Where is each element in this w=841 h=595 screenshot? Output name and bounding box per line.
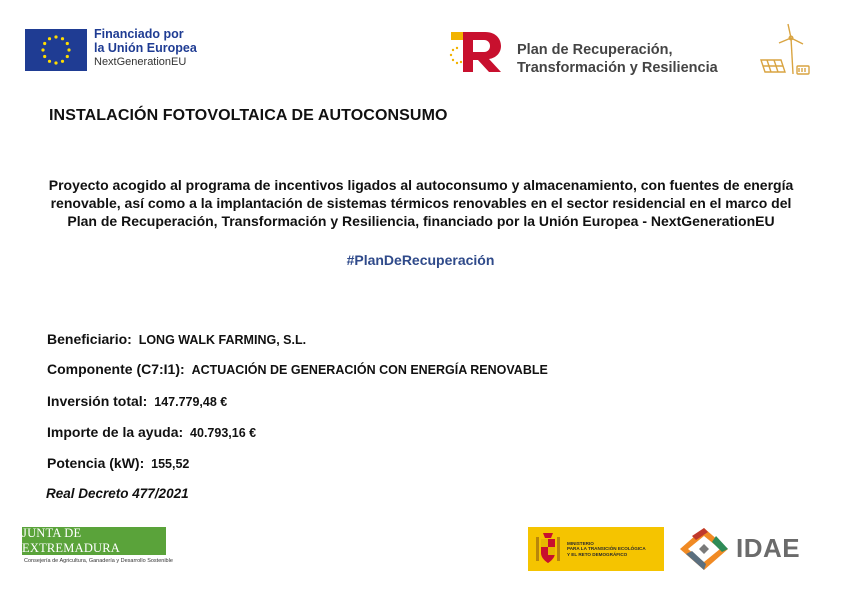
ministerio-line-3: Y EL RETO DEMOGRÁFICO [567,551,628,557]
wind-solar-energy-icon [755,22,813,78]
eu-flag-icon [25,29,87,71]
spain-coat-of-arms-icon [534,531,562,567]
field-label: Beneficiario: [47,331,132,347]
field-label: Inversión total: [47,393,148,409]
field-potencia [47,455,189,471]
ministerio-line-2: PARA LA TRANSICIÓN ECOLÓGICA [567,546,646,552]
field-componente [47,361,548,377]
project-description [40,176,802,230]
field-label: Potencia (kW): [47,455,145,471]
page-title: INSTALACIÓN FOTOVOLTAICA DE AUTOCONSUMO [49,107,448,124]
eu-line-3: NextGenerationEU [94,56,187,68]
field-value: ACTUACIÓN DE GENERACIÓN CON ENERGÍA RENOVABLE [191,363,548,377]
idae-logo-text: IDAE [736,533,801,563]
field-value: LONG WALK FARMING, S.L. [138,333,307,347]
description-line-2: renovable, así como a la implantación de sistemas térmicos renovables en el sector residencial en el marco del [50,195,792,211]
description-line-3: Plan de Recuperación, Transformación y Resiliencia, financiado por la Unión Europea - NextGenerationEU [67,213,775,229]
eu-line-1: Financiado por [94,27,184,41]
prtr-line-2: Transformación y Resiliencia [517,60,718,76]
field-inversion [47,393,227,409]
ministerio-text [567,541,646,557]
prtr-line-1: Plan de Recuperación, [517,42,673,58]
decree-reference: Real Decreto 477/2021 [46,486,189,501]
junta-subtitle: Consejería de Agricultura, Ganadería y Desarrollo Sostenible [24,558,173,564]
description-line-1: Proyecto acogido al programa de incentivos ligados al autoconsumo y almacenamiento, con fuentes de energía [48,177,794,193]
field-label: Componente (C7:I1): [47,361,185,377]
ministerio-line-1: MINISTERIO [567,541,594,546]
field-value: 155,52 [151,457,190,471]
field-importe [47,424,256,440]
field-beneficiario [47,331,306,347]
field-value: 147.779,48 € [154,395,228,409]
junta-extremadura-logo: JUNTA DE EXTREMADURA [22,527,166,555]
field-label: Importe de la ayuda: [47,424,184,440]
prtr-logo-text [517,41,718,77]
prtr-logo-icon [447,26,503,76]
hashtag: #PlanDeRecuperación [346,252,495,268]
idae-logo-icon [678,526,730,572]
field-value: 40.793,16 € [190,426,257,440]
eu-funding-logo-text [94,27,197,69]
eu-line-2: la Unión Europea [94,41,197,55]
